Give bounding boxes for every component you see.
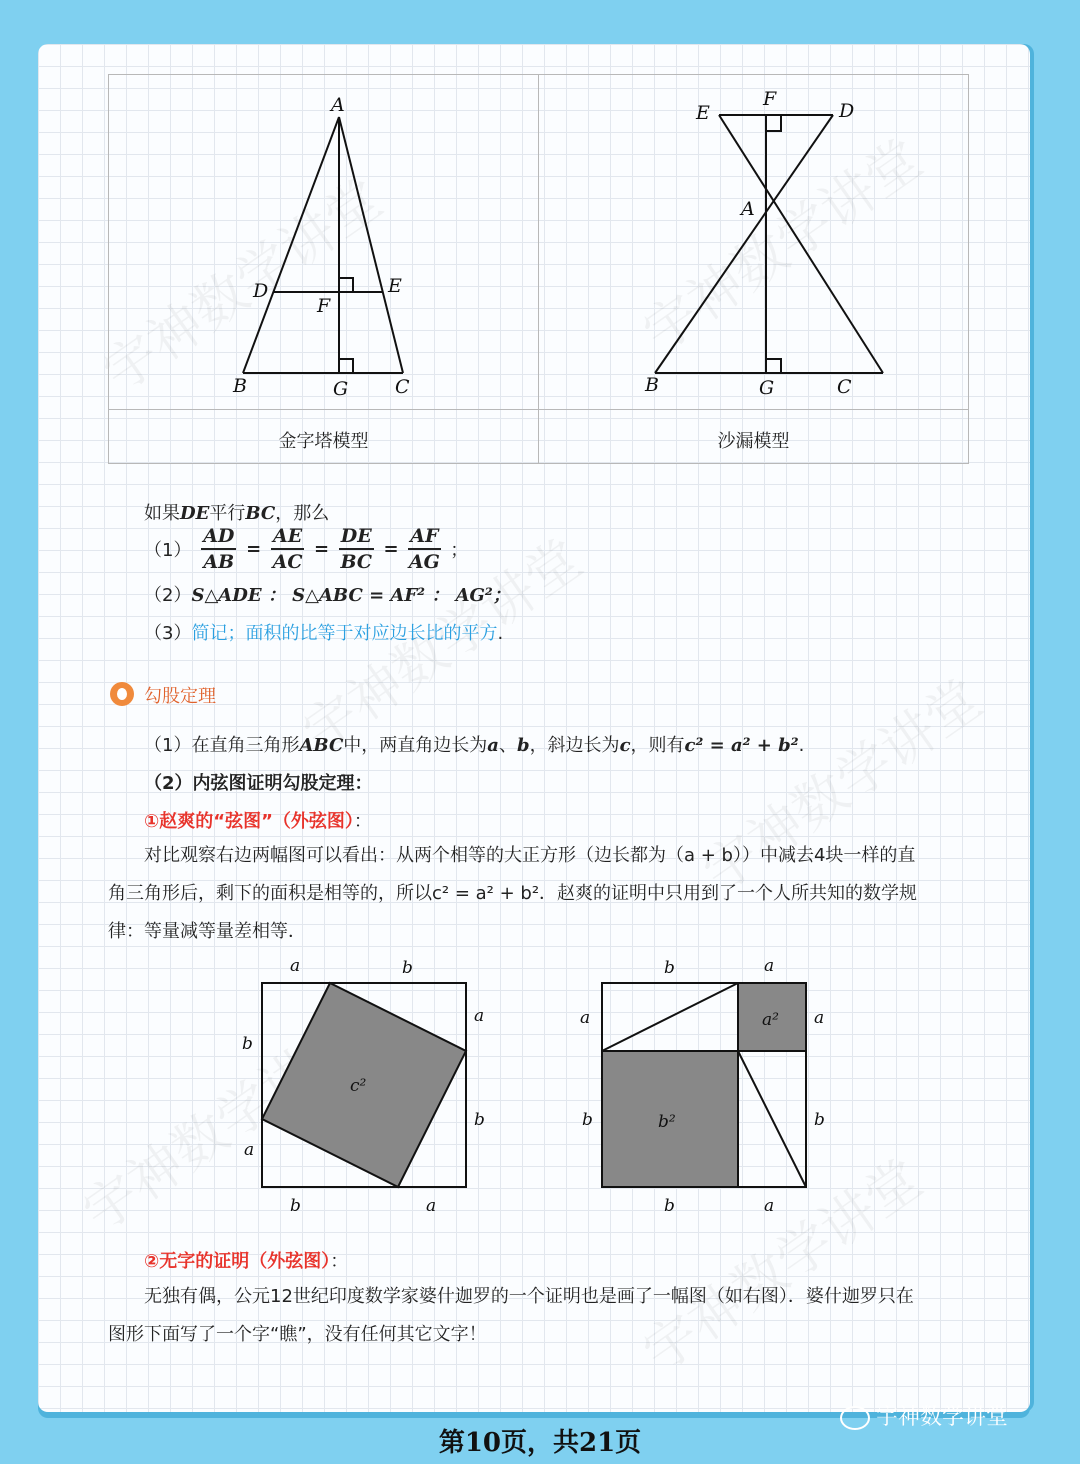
pythag-statement-1: （1）在直角三角形ABC中，两直角边长为a、b，斜边长为c，则有c² = a² + b².	[144, 735, 805, 756]
side-label: b	[814, 1110, 825, 1130]
similar-intro: 如果DE平行BC，那么	[144, 503, 330, 524]
section-heading: 勾股定理	[144, 686, 216, 707]
label-F: F	[317, 295, 331, 317]
fraction: $\frac{AE}{AC}$	[272, 525, 303, 573]
label-D: D	[253, 280, 269, 302]
fraction: $\frac{DE}{BC}$	[340, 525, 373, 573]
side-label: b	[664, 1196, 675, 1216]
subsection-title-1: ①赵爽的“弦图”（外弦图）：	[144, 811, 372, 832]
paragraph-1: 对比观察右边两幅图可以看出：从两个相等的大正方形（边长都为（a + b））中减去4块一样的直 角三角形后，剩下的面积是相等的，所以c² = a² + b²．赵爽的证明中只用到了一个人所共知的数学规 律：等量减等量差相等．	[108, 845, 918, 942]
area-label: a²	[762, 1010, 779, 1030]
side-label: a	[580, 1008, 591, 1028]
side-label: a	[764, 1196, 775, 1216]
side-label: a	[764, 956, 775, 976]
label-D: D	[839, 100, 855, 122]
section-bulb-icon	[110, 682, 134, 706]
side-label: b	[242, 1034, 253, 1054]
fraction: $\frac{AD}{AB}$	[203, 525, 235, 573]
outer-square-diagram	[568, 949, 848, 1219]
fraction: $\frac{AF}{AG}$	[408, 525, 440, 573]
label-A: A	[741, 198, 755, 220]
page-number: 第10页，共21页	[438, 1428, 642, 1458]
label-G: G	[759, 377, 775, 399]
wechat-icon	[840, 1406, 870, 1430]
hourglass-model-figure	[539, 75, 968, 409]
side-label: b	[664, 958, 675, 978]
ratio-statement-1: （1） $\frac{AD}{AB}$ = $\frac{AE}{AC}$ = $\frac{DE}{BC}$ = $\frac{AF}{AG}$ ；	[144, 525, 469, 573]
side-label: a	[474, 1006, 485, 1026]
label-G: G	[333, 378, 349, 400]
label-C: C	[837, 376, 852, 398]
label-B: B	[233, 375, 247, 397]
paragraph-2: 无独有偶，公元12世纪印度数学家婆什迦罗的一个证明也是画了一幅图（如右图）．婆什迦罗只在 图形下面写了一个字“瞧”，没有任何其它文字！	[108, 1286, 914, 1345]
inner-square-diagram	[228, 949, 485, 1219]
label-B: B	[645, 374, 659, 396]
brand-label: 宇神数学讲堂	[840, 1400, 1008, 1431]
area-label: c²	[350, 1076, 367, 1096]
label-E: E	[696, 102, 710, 124]
side-label: a	[426, 1196, 437, 1216]
label-C: C	[395, 376, 410, 398]
document-page	[38, 44, 1030, 1412]
side-label: a	[814, 1008, 825, 1028]
side-label: a	[290, 956, 301, 976]
ratio-statement-3: （3）简记；面积的比等于对应边长比的平方.	[144, 623, 504, 644]
label-E: E	[388, 275, 402, 297]
ratio-statement-2: （2）S△ADE ： S△ABC = AF² ： AG²；	[144, 585, 511, 606]
hourglass-caption: 沙漏模型	[717, 431, 790, 452]
pyramid-caption: 金字塔模型	[278, 431, 369, 452]
side-label: a	[244, 1140, 255, 1160]
figure-table	[108, 74, 969, 464]
side-label: b	[402, 958, 413, 978]
label-A: A	[331, 94, 345, 116]
label-F: F	[763, 88, 777, 110]
area-label: b²	[658, 1112, 676, 1132]
side-label: b	[474, 1110, 485, 1130]
pyramid-model-figure	[109, 75, 538, 409]
side-label: b	[582, 1110, 593, 1130]
subsection-title-2: ②无字的证明（外弦图）：	[144, 1251, 349, 1272]
side-label: b	[290, 1196, 301, 1216]
pythag-statement-2: （2）内弦图证明勾股定理：	[144, 773, 373, 794]
